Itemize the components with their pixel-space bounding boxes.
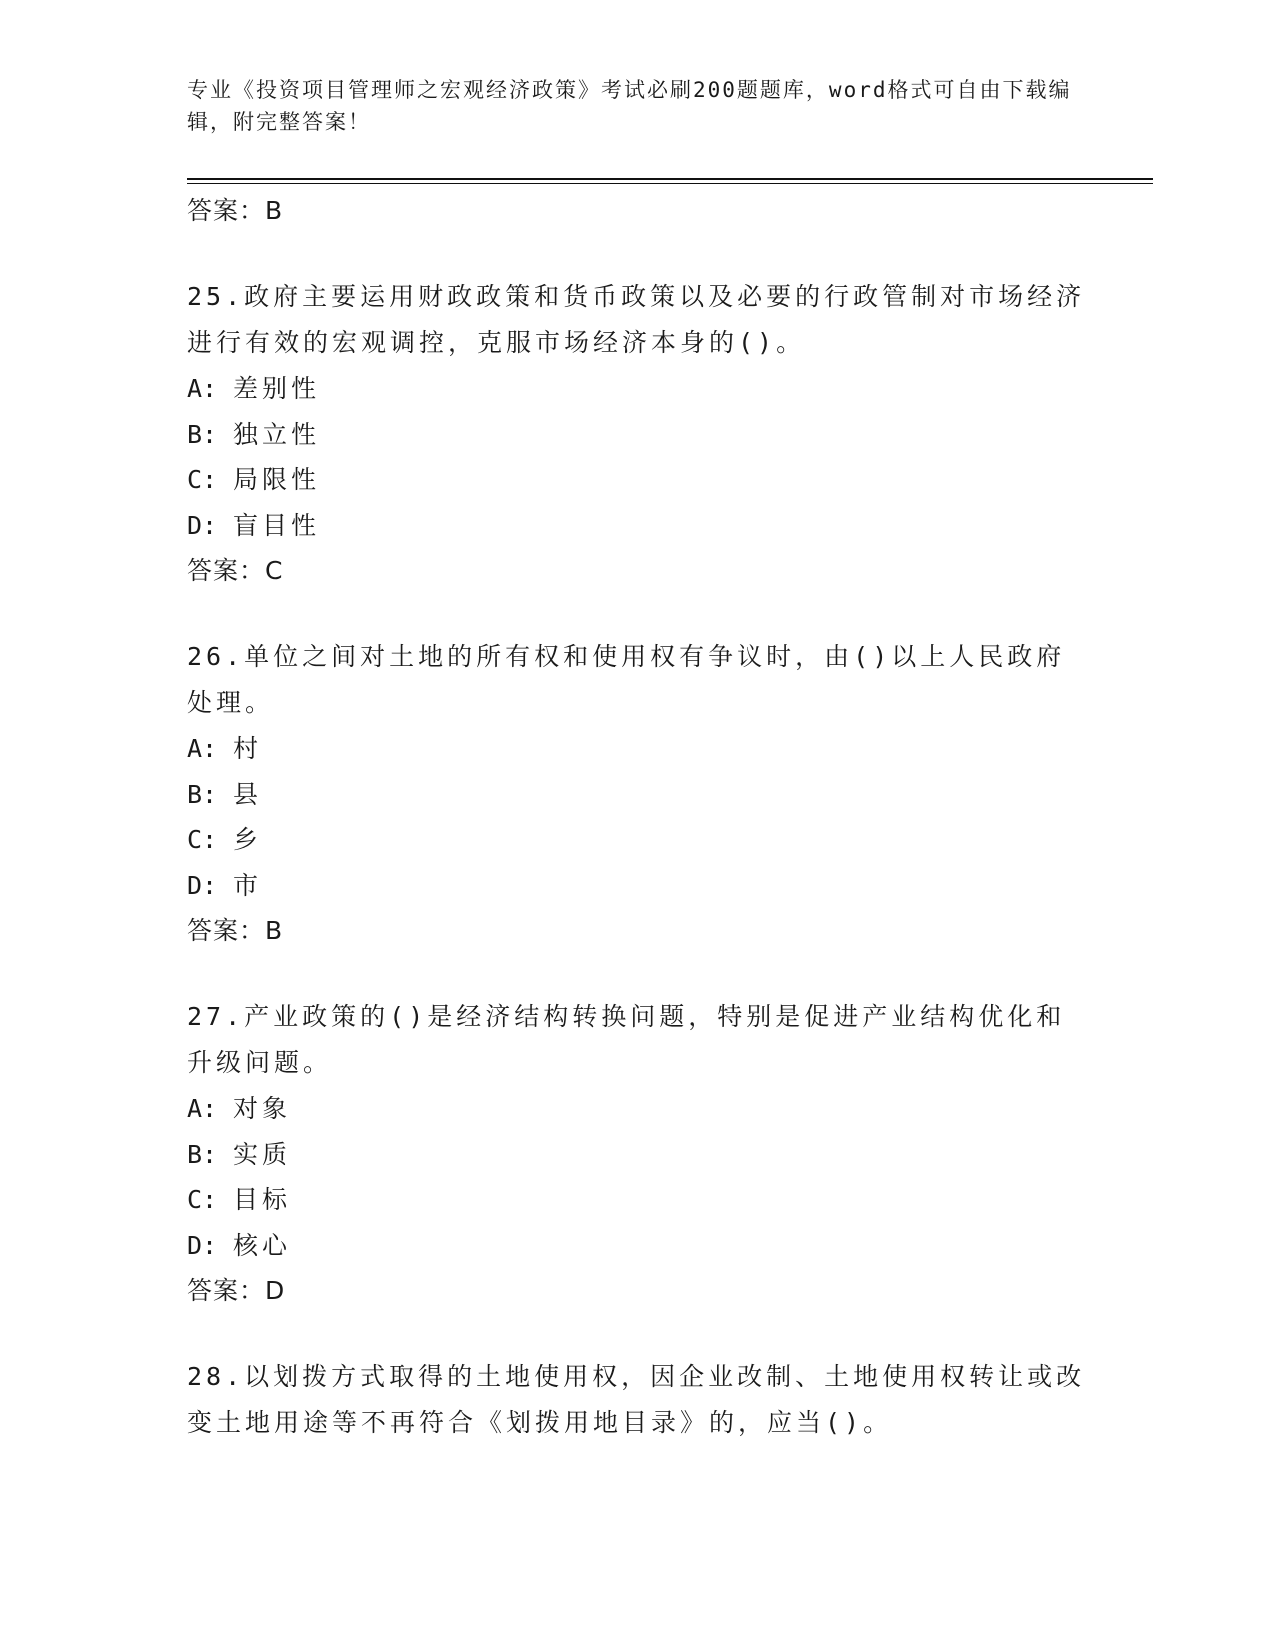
option-text: 核心: [233, 1230, 292, 1260]
option-a: [187, 726, 1087, 772]
option-c: [187, 457, 1087, 503]
option-key: B:: [187, 419, 218, 449]
option-a: [187, 1086, 1087, 1132]
option-text: 实质: [233, 1139, 292, 1169]
option-text: 村: [233, 734, 263, 763]
answer-text: 答案：B: [187, 196, 284, 225]
question-item-25: [187, 274, 1087, 594]
option-b: [187, 412, 1087, 458]
question-text: 26.单位之间对土地的所有权和使用权有争议时，由()以上人民政府处理。: [187, 642, 1066, 717]
option-key: B:: [187, 1139, 218, 1169]
option-text: 目标: [233, 1185, 292, 1214]
option-text: 乡: [233, 825, 263, 854]
option-text: 独立性: [233, 419, 321, 449]
option-key: D:: [187, 510, 218, 540]
option-key: B:: [187, 779, 218, 809]
option-text: 盲目性: [233, 510, 321, 540]
option-text: 局限性: [233, 465, 321, 494]
option-b: [187, 772, 1087, 818]
option-key: A:: [187, 734, 218, 763]
option-c: [187, 1177, 1087, 1223]
answer-text: 答案：B: [187, 916, 284, 945]
header-divider-thin: [187, 183, 1153, 184]
option-text: 对象: [233, 1094, 292, 1123]
option-b: [187, 1132, 1087, 1178]
option-key: A:: [187, 1094, 218, 1123]
option-d: [187, 863, 1087, 909]
option-text: 县: [233, 779, 263, 809]
answer-text: 答案：D: [187, 1276, 286, 1305]
header-divider-thick: [187, 178, 1153, 180]
option-key: D:: [187, 1230, 218, 1260]
option-text: 差别性: [233, 374, 321, 403]
option-a: [187, 366, 1087, 412]
option-d: [187, 1223, 1087, 1269]
question-item-27: [187, 994, 1087, 1314]
question-item-28: [187, 1354, 1087, 1446]
option-key: C:: [187, 1185, 218, 1214]
option-key: C:: [187, 825, 218, 854]
option-key: A:: [187, 374, 218, 403]
option-c: [187, 817, 1087, 863]
question-list: [187, 188, 1087, 1446]
question-text: 28.以划拨方式取得的土地使用权，因企业改制、土地使用权转让或改变土地用途等不再符合《划拨用地目录》的，应当()。: [187, 1362, 1086, 1437]
option-key: C:: [187, 465, 218, 494]
option-d: [187, 503, 1087, 549]
document-header: 专业《投资项目管理师之宏观经济政策》考试必刷200题题库，word格式可自由下载编辑，附完整答案！: [187, 78, 1072, 134]
question-item-26: [187, 634, 1087, 954]
option-text: 市: [233, 870, 263, 900]
answer-text: 答案：C: [187, 556, 284, 585]
option-key: D:: [187, 870, 218, 900]
question-text: 25.政府主要运用财政政策和货币政策以及必要的行政管制对市场经济进行有效的宏观调控，克服市场经济本身的()。: [187, 282, 1086, 357]
question-text: 27.产业政策的()是经济结构转换问题，特别是促进产业结构优化和升级问题。: [187, 1002, 1066, 1077]
